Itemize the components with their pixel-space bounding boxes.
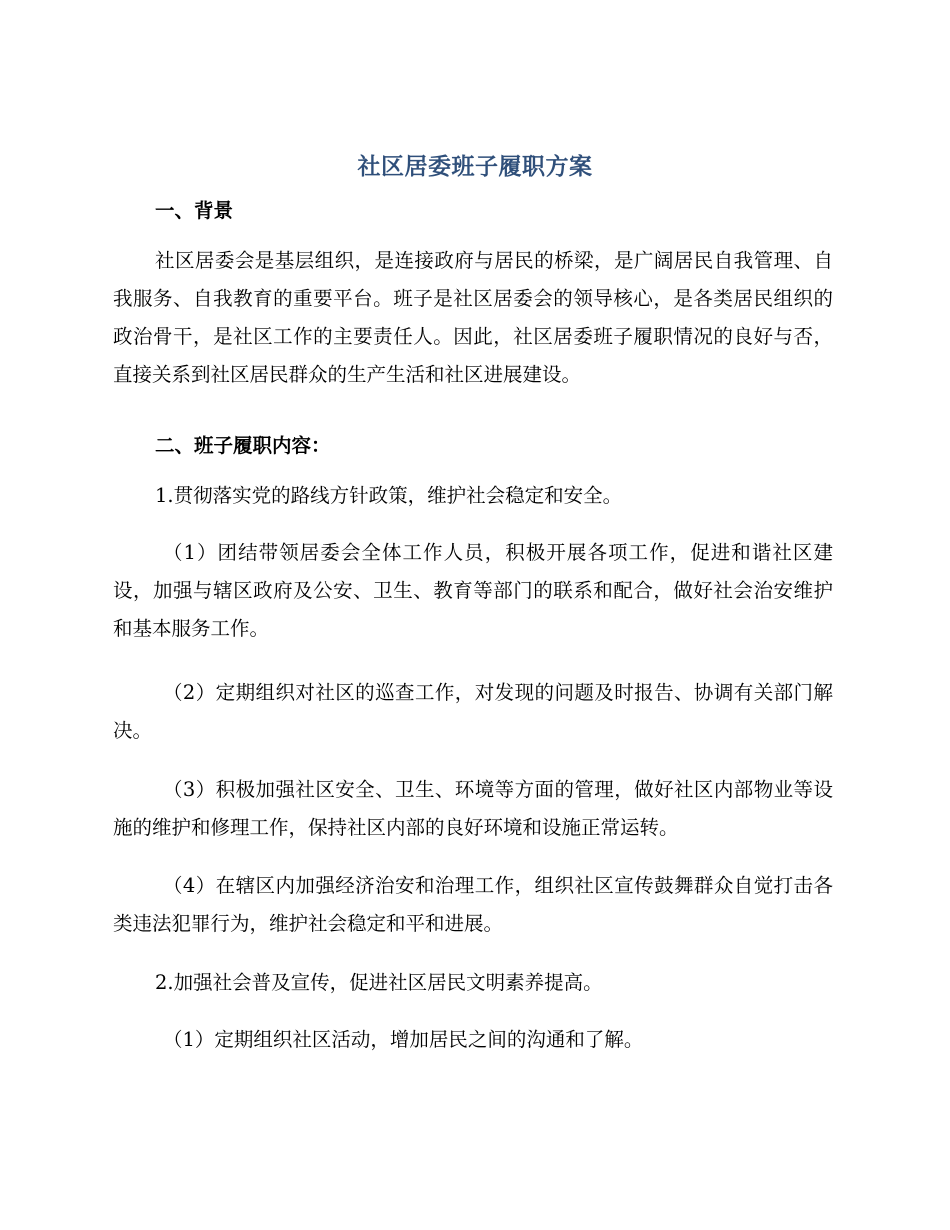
paragraph-item-1: 1.贯彻落实党的路线方针政策，维护社会稳定和安全。	[155, 484, 623, 507]
paragraph-item-2-1: （1）定期组织社区活动，增加居民之间的沟通和了解。	[163, 1028, 644, 1051]
paragraph-item-1-1: （1）团结带领居委会全体工作人员，积极开展各项工作，促进和谐社区建设，加强与辖区政府及公安、卫生、教育等部门的联系和配合，做好社会治安维护和基本服务工作。	[113, 541, 833, 640]
section-heading-duties: 二、班子履职内容：	[155, 434, 331, 457]
paragraph-background: 社区居委会是基层组织，是连接政府与居民的桥梁，是广阔居民自我管理、自我服务、自我教育的重要平台。班子是社区居委会的领导核心，是各类居民组织的政治骨干，是社区工作的主要责任人。因此，社区居委班子履职情况的良好与否，直接关系到社区居民群众的生产生活和社区进展建设。	[113, 249, 833, 386]
section-heading-background: 一、背景	[155, 199, 234, 222]
document-title: 社区居委班子履职方案	[357, 154, 593, 180]
paragraph-item-1-3: （3）积极加强社区安全、卫生、环境等方面的管理，做好社区内部物业等设施的维护和修理工作，保持社区内部的良好环境和设施正常运转。	[113, 778, 833, 839]
paragraph-item-1-4: （4）在辖区内加强经济治安和治理工作，组织社区宣传鼓舞群众自觉打击各类违法犯罪行为，维护社会稳定和平和进展。	[113, 874, 833, 935]
paragraph-item-2: 2.加强社会普及宣传，促进社区居民文明素养提高。	[155, 971, 603, 994]
paragraph-item-1-2: （2）定期组织对社区的巡查工作，对发现的问题及时报告、协调有关部门解决。	[113, 681, 833, 742]
